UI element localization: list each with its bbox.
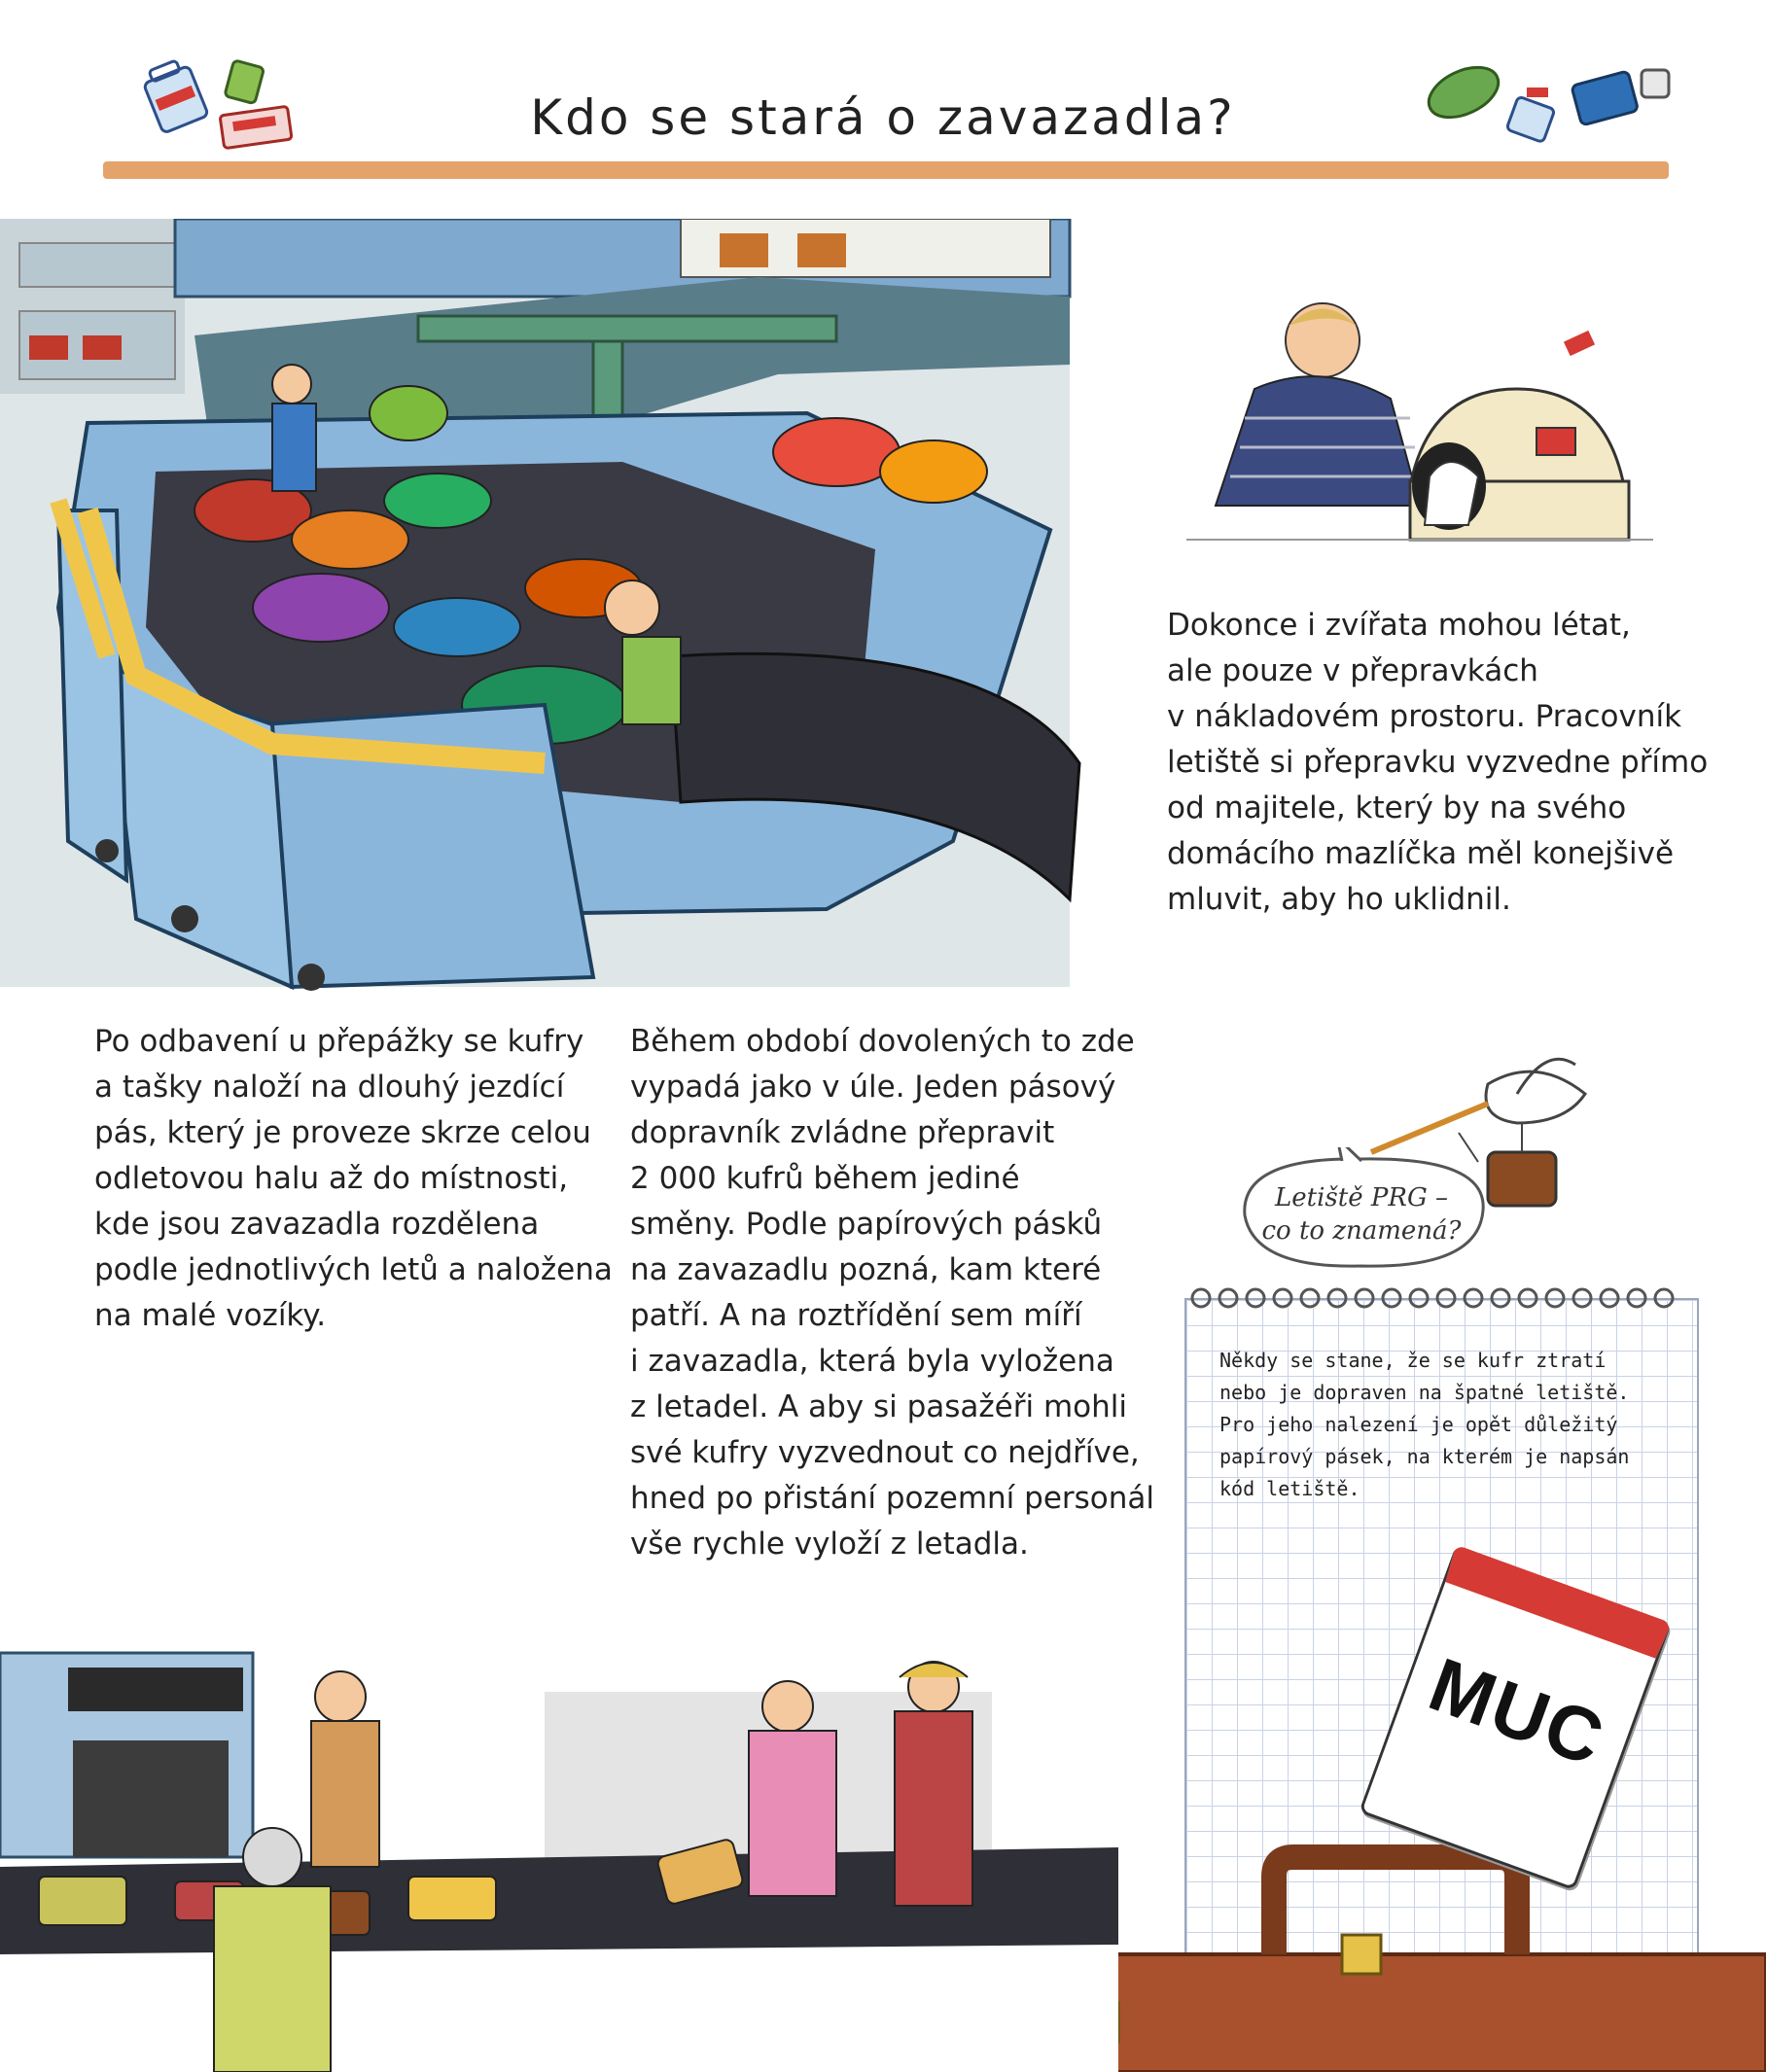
text-line: směny. Podle papírových pásků [630,1207,1103,1242]
text-line: své kufry vyzvednout co nejdříve, [630,1435,1140,1470]
suitcase-illustration [1050,1799,1766,2072]
note-line: Pro jeho nalezení je opět důležitý [1219,1413,1618,1436]
text-line: na zavazadlu pozná, kam které [630,1252,1102,1287]
note-line: kód letiště. [1219,1477,1360,1500]
text-line: na malé vozíky. [94,1298,327,1333]
text-line: pás, který je proveze skrze celou [94,1115,591,1150]
text-line: patří. A na roztřídění sem míří [630,1298,1082,1333]
notebook-spiral-binding [1186,1283,1692,1313]
text-line: z letadel. A aby si pasažéři mohli [630,1389,1128,1424]
text-line: i zavazadla, která byla vyložena [630,1344,1114,1379]
pet-transport-paragraph [1167,603,1708,923]
holiday-season-paragraph [630,1019,1154,1567]
baggage-sorting-hall-illustration [0,219,1118,997]
text-line: hned po přistání pozemní personál [630,1481,1155,1516]
title-underline [103,161,1669,179]
text-line: vypadá jako v úle. Jeden pásový [630,1070,1116,1105]
text-line: 2 000 kufrů během jediné [630,1161,1020,1196]
luggage-tag-code: MUC [1418,1640,1616,1783]
text-line: mluvit, aby ho uklidnil. [1167,882,1511,917]
note-line: Někdy se stane, že se kufr ztratí [1219,1349,1607,1372]
text-line: kde jsou zavazadla rozdělena [94,1207,540,1242]
bubble-line: Letiště PRG – [1275,1183,1448,1212]
text-line: domácího mazlíčka měl konejšivě [1167,836,1675,871]
page-title: Kdo se stará o zavazadla? [530,89,1236,146]
note-line: papírový pásek, na kterém je napsán [1219,1445,1630,1468]
text-line: od majitele, který by na svého [1167,790,1627,825]
baggage-claim-illustration [0,1633,1118,2072]
text-line: v nákladovém prostoru. Pracovník [1167,699,1682,734]
text-line: vše rychle vyloží z letadla. [630,1527,1029,1562]
text-line: Dokonce i zvířata mohou létat, [1167,608,1631,643]
text-line: odletovou halu až do místnosti, [94,1161,569,1196]
text-line: Po odbavení u přepážky se kufry [94,1024,584,1059]
text-line: dopravník zvládne přepravit [630,1115,1055,1150]
text-line: a tašky naloží na dlouhý jezdící [94,1070,565,1105]
text-line: ale pouze v přepravkách [1167,653,1538,688]
pet-carrier-illustration [1186,282,1653,564]
speech-bubble-text [1235,1181,1488,1247]
bubble-line: co to znamená? [1261,1216,1462,1246]
note-line: nebo je dopraven na špatné letiště. [1219,1381,1630,1404]
lost-luggage-note [1219,1345,1629,1505]
text-line: podle jednotlivých letů a naložena [94,1252,613,1287]
text-line: letiště si přepravku vyzvedne přímo [1167,745,1709,780]
text-line: Během období dovolených to zde [630,1024,1135,1059]
check-in-conveyor-paragraph [94,1019,613,1339]
